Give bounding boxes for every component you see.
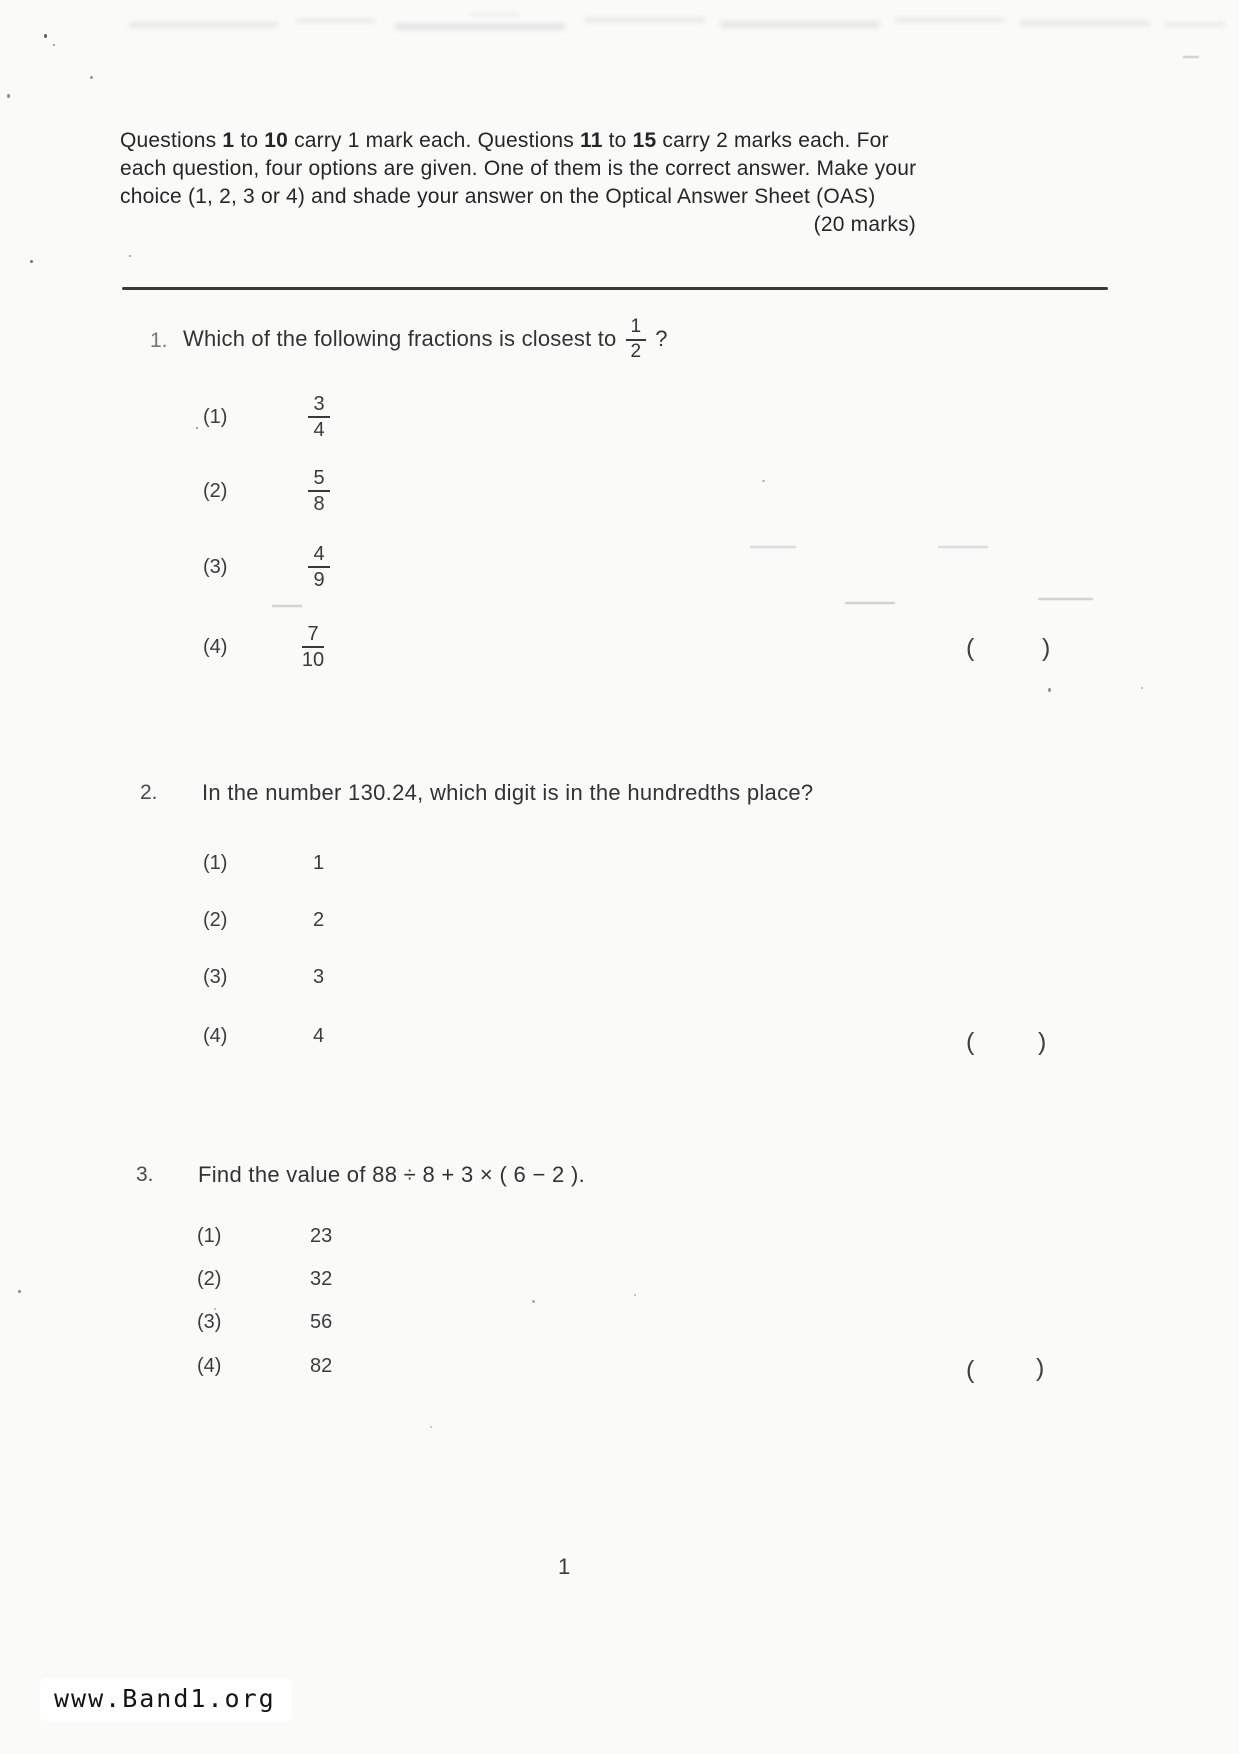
scan-speck [532,1300,535,1303]
question-1-text-after: ? [655,326,668,351]
section-divider [122,287,1108,290]
q1-option-2-label: (2) [203,480,228,502]
watermark [40,1678,292,1721]
scan-dash [272,605,302,607]
scan-speck [1048,688,1051,692]
scan-dash [845,602,895,604]
marks-total: (20 marks) [813,213,916,236]
page-number: 1 [558,1554,571,1579]
scan-dash [938,546,988,548]
instructions-line-3: choice (1, 2, 3 or 4) and shade your answer on the Optical Answer Sheet (OAS) [120,185,876,208]
q3-option-1-label: (1) [197,1225,222,1247]
question-1-text-before: Which of the following fractions is closest to [183,326,617,351]
question-1-text [183,309,668,369]
scan-speck [18,1290,21,1293]
q3-option-2-value: 32 [310,1268,333,1290]
q3-option-4-label: (4) [197,1355,222,1377]
scan-speck [7,94,10,98]
instructions-line-2: each question, four options are given. One of them is the correct answer. Make your [120,157,917,180]
scan-speck [30,260,33,263]
q1-option-4-label: (4) [203,636,228,658]
question-1-number: 1. [150,329,168,352]
scan-speck [634,1294,636,1296]
q2-option-2-label: (2) [203,909,228,931]
q2-option-4-value: 4 [313,1025,325,1047]
scan-speck [214,1308,216,1310]
scan-speck [762,480,765,482]
scan-speck [90,76,93,79]
scan-speck [53,44,55,46]
q1-option-1-label: (1) [203,406,228,428]
q3-option-1-value: 23 [310,1225,333,1247]
q2-option-4-label: (4) [203,1025,228,1047]
q1-answer-bracket-open: ( [966,634,975,662]
q2-option-3-label: (3) [203,966,228,988]
q1-option-3-fraction: $\frac{4}{9}$ [302,543,336,591]
q3-option-4-value: 82 [310,1355,333,1377]
q1-option-3-label: (3) [203,556,228,578]
instructions [120,127,918,239]
scan-speck [196,427,198,429]
scan-dash [750,546,796,548]
question-2-number: 2. [140,781,158,804]
q1-option-1-fraction: $\frac{3}{4}$ [302,393,336,441]
question-2-text: In the number 130.24, which digit is in the hundredths place? [202,780,814,805]
q2-answer-bracket-close: ) [1038,1028,1047,1056]
scan-speck [1141,687,1143,689]
q1-option-4-fraction: $\frac{7}{10}$ [301,623,325,671]
q2-option-1-label: (1) [203,852,228,874]
instructions-line-1: Questions 1 to 10 carry 1 mark each. Questions 11 to 15 carry 2 marks each. For [120,129,889,152]
q3-option-3-label: (3) [197,1311,222,1333]
q2-option-3-value: 3 [313,966,325,988]
q3-answer-bracket-close: ) [1036,1354,1045,1382]
q1-option-2-fraction: $\frac{5}{8}$ [302,467,336,515]
q3-answer-bracket-open: ( [966,1356,975,1384]
scan-speck [430,1426,432,1428]
question-3-number: 3. [136,1163,154,1186]
scan-dash [1183,56,1199,58]
q2-answer-bracket-open: ( [966,1028,975,1056]
q3-option-3-value: 56 [310,1311,333,1333]
q2-option-2-value: 2 [313,909,325,931]
question-3-text: Find the value of 88 ÷ 8 + 3 × ( 6 − 2 ). [198,1162,585,1187]
q2-option-1-value: 1 [313,852,325,874]
watermark-text: www.Band1.org [54,1684,276,1713]
q1-answer-bracket-close: ) [1042,634,1051,662]
scan-dash [1038,598,1093,600]
scan-speck [129,255,131,257]
scan-speck [44,34,47,38]
q3-option-2-label: (2) [197,1268,222,1290]
fraction-one-half: $\frac{1}{2}$ [626,317,647,363]
